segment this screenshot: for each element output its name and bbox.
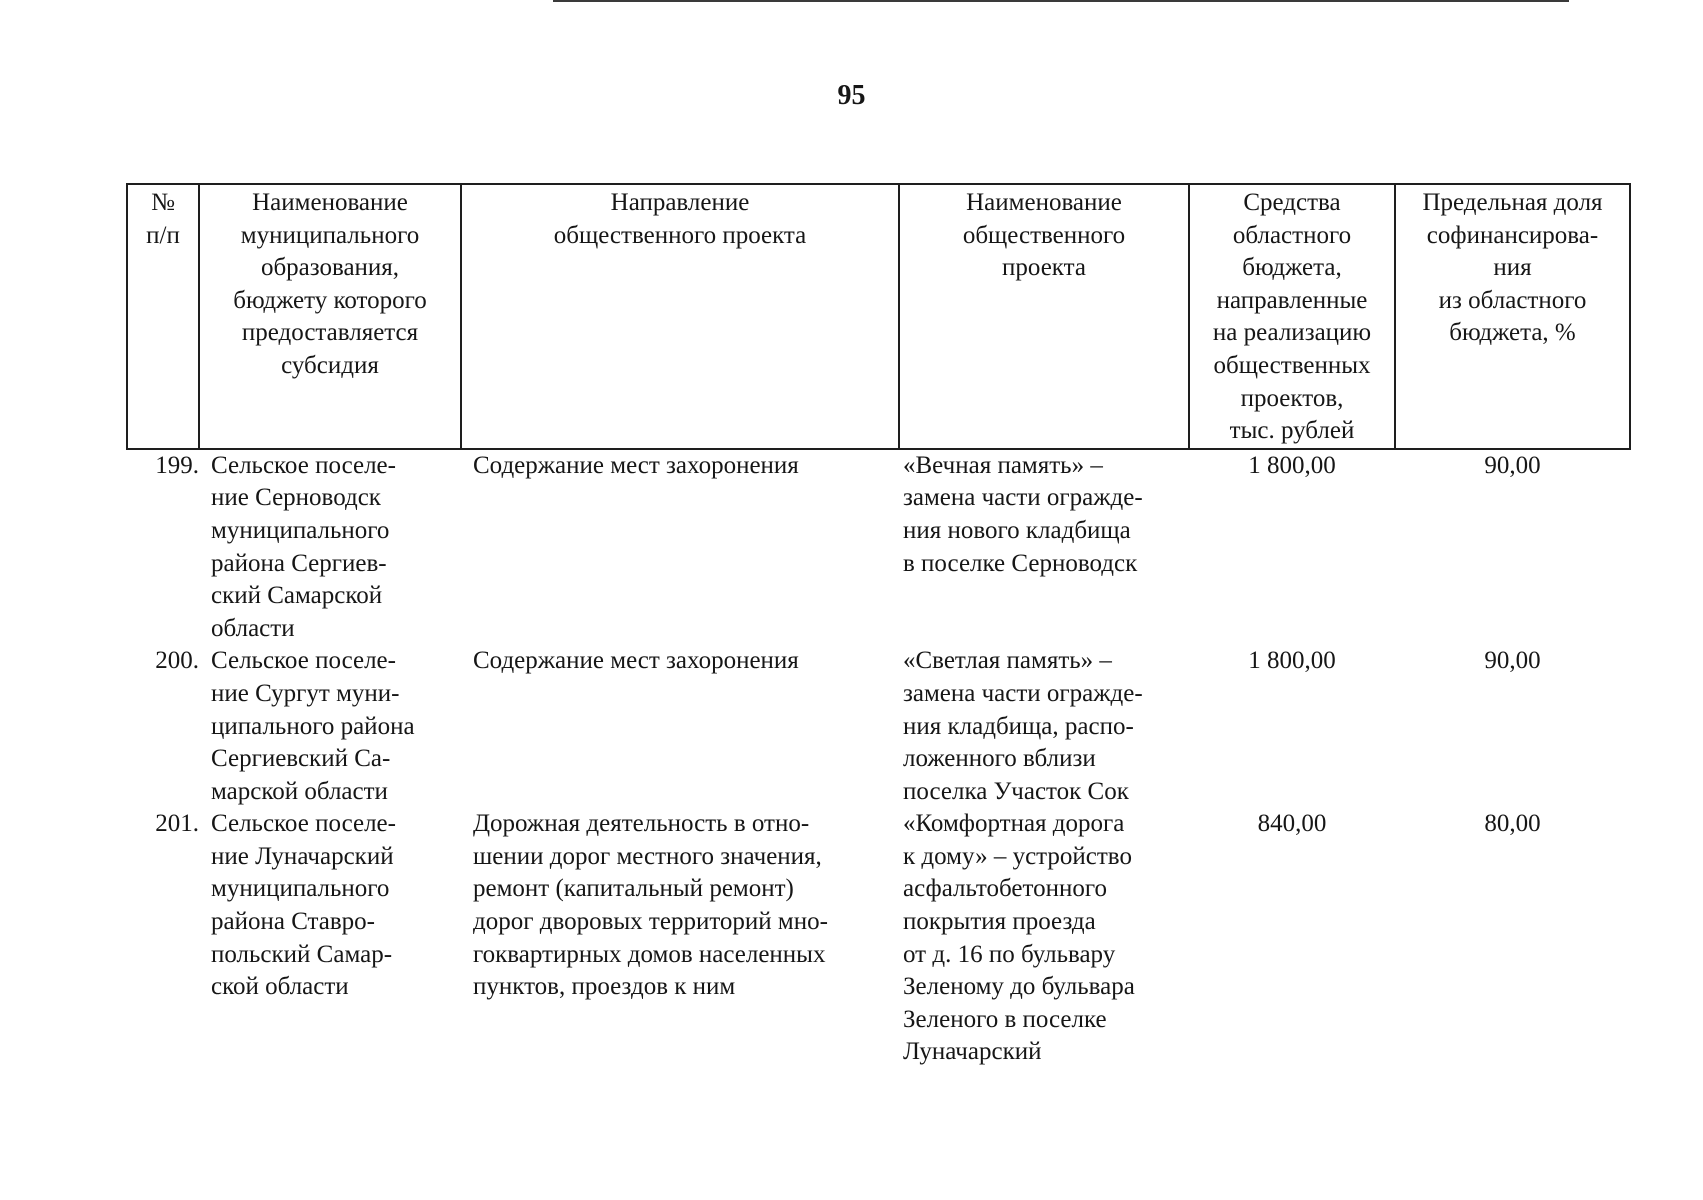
table-row	[127, 449, 1630, 646]
header-direction: Направление общественного проекта	[461, 184, 899, 449]
header-project-name: Наименование общественного проекта	[899, 184, 1189, 449]
table-row	[127, 808, 1630, 1069]
page-number: 95	[837, 80, 866, 111]
row-funds: 1 800,00	[1248, 647, 1336, 675]
row-number: 200.	[155, 647, 199, 675]
header-number: № п/п	[127, 184, 199, 449]
row-share: 90,00	[1484, 647, 1541, 675]
row-direction: Содержание мест захоронения	[473, 451, 799, 479]
header-row	[127, 184, 1630, 449]
row-project-name: «Вечная память» – замена части огражде- ния нового кладбища в поселке Серноводск	[903, 451, 1143, 577]
row-project-name: «Светлая память» – замена части огражде- ния кладбища, распо- ложенного вблизи поселка Участок Сок	[903, 647, 1143, 805]
row-municipality: Сельское поселе- ние Луначарский муниципального района Ставро- польский Самар- ской области	[211, 810, 396, 1001]
table-header	[127, 184, 1630, 449]
row-direction: Содержание мест захоронения	[473, 647, 799, 675]
header-funds: Средства областного бюджета, направленные на реализацию общественных проектов, тыс. рублей	[1189, 184, 1395, 449]
row-funds: 840,00	[1257, 810, 1327, 838]
row-project-name: «Комфортная дорога к дому» – устройство асфальтобетонного покрытия проезда от д. 16 по бульвару Зеленому до бульвара Зеленого в поселке Луначарский	[903, 810, 1135, 1066]
row-number: 201.	[155, 810, 199, 838]
header-municipality: Наименование муниципального образования, бюджету которого предоставляется субсидия	[199, 184, 461, 449]
row-funds: 1 800,00	[1248, 451, 1336, 479]
row-share: 90,00	[1484, 451, 1541, 479]
top-rule	[553, 0, 1569, 2]
row-share: 80,00	[1484, 810, 1541, 838]
table-body	[127, 449, 1630, 1069]
row-direction: Дорожная деятельность в отно- шении дорог местного значения, ремонт (капитальный ремонт) дорог дворовых территорий мно- гоквартирных домов населенных пунктов, проездов к ним	[473, 810, 828, 1001]
subsidy-table-container	[126, 183, 1629, 1069]
table-row	[127, 645, 1630, 808]
row-number: 199.	[155, 451, 199, 479]
subsidy-table	[126, 183, 1631, 1069]
header-share: Предельная доля софинансирова- ния из областного бюджета, %	[1395, 184, 1630, 449]
row-municipality: Сельское поселе- ние Серноводск муниципального района Сергиев- ский Самарской области	[211, 451, 396, 642]
row-municipality: Сельское поселе- ние Сургут муни- ципального района Сергиевский Са- марской области	[211, 647, 415, 805]
